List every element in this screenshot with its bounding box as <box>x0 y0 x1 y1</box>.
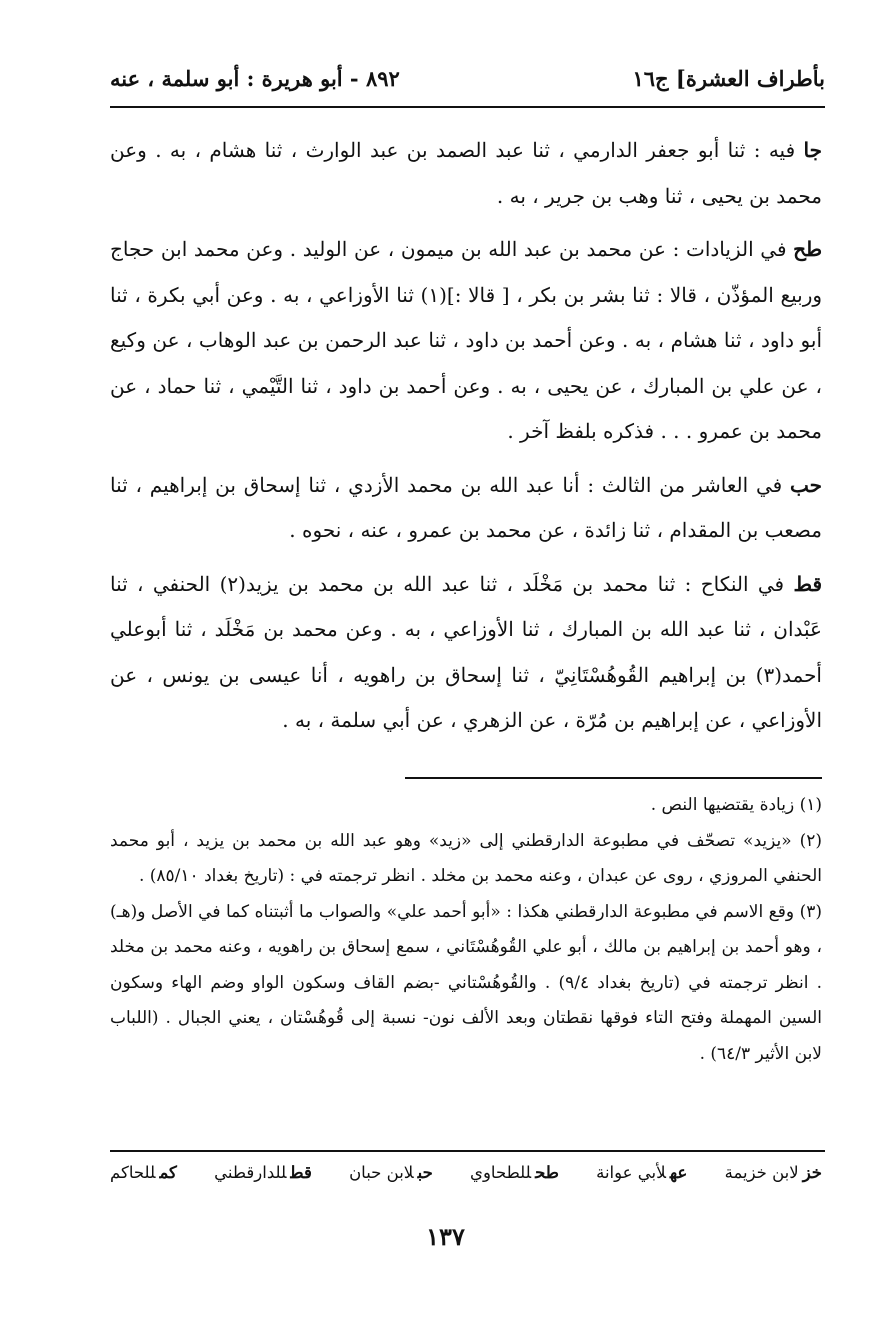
legend-label: لابن خزيمة <box>724 1163 799 1182</box>
legend-divider <box>110 1150 825 1152</box>
source-siglum: جا <box>803 138 822 162</box>
legend-item <box>470 1163 559 1182</box>
paragraph <box>110 227 822 455</box>
legend-label: للطحاوي <box>470 1163 532 1182</box>
legend-code: خز <box>802 1163 822 1182</box>
legend-code: قط <box>290 1163 312 1182</box>
legend-label: لابن حبان <box>349 1163 414 1182</box>
header-book-title: بأطراف العشرة] ج١٦ <box>632 65 825 91</box>
paragraph <box>110 128 822 219</box>
header-section-title: ٨٩٢ - أبو هريرة : أبو سلمة ، عنه <box>110 65 400 91</box>
paragraph <box>110 562 822 744</box>
paragraph <box>110 463 822 554</box>
source-siglum: طح <box>793 237 822 261</box>
footnote: (١) زيادة يقتضيها النص . <box>650 795 822 815</box>
legend-code: كم <box>159 1163 177 1182</box>
main-text <box>110 128 822 752</box>
source-siglum: حب <box>790 472 823 497</box>
paragraph-text: في النكاح : ثنا محمد بن مَخْلَد ، ثنا عبد الله بن محمد بن يزيد(٢) الحنفي ، ثنا عَبْدان ، ثنا عبد الله بن المبارك ، ثنا الأوزاعي ، به . وعن محمد بن مَخْلَد ، ثنا أبوعلي أحمد(٣) بن إبراهيم القُوهُسْتَانِيّ ، ثنا إسحاق بن راهويه ، أنا عيسى بن يونس ، عن الأوزاعي ، عن إبراهيم بن مُرّة ، عن الزهري ، عن أبي سلمة ، به . <box>110 571 822 732</box>
legend-label: للحاكم <box>110 1163 156 1182</box>
running-header <box>110 58 825 98</box>
legend-item <box>725 1163 822 1182</box>
source-siglum: قط <box>793 571 822 596</box>
paragraph-text: في العاشر من الثالث : أنا عبد الله بن محمد الأزدي ، ثنا إسحاق بن إبراهيم ، ثنا مصعب بن المقدام ، ثنا زائدة ، عن محمد بن عمرو ، عنه ، نحوه . <box>110 472 822 542</box>
legend-code: عه <box>669 1163 688 1182</box>
legend-code: طح <box>535 1163 559 1182</box>
footnotes <box>110 788 822 1072</box>
legend-item <box>110 1163 177 1182</box>
legend-label: للدارقطني <box>214 1163 287 1182</box>
legend-label: لأبي عوانة <box>596 1163 666 1182</box>
legend-item <box>349 1163 433 1182</box>
paragraph-text: فيه : ثنا أبو جعفر الدارمي ، ثنا عبد الصمد بن عبد الوارث ، ثنا هشام ، به . وعن محمد بن يحيى ، ثنا وهب بن جرير ، به . <box>110 138 822 208</box>
legend-item <box>596 1163 687 1182</box>
footnote-divider <box>405 777 822 779</box>
footnote: (٢) «يزيد» تصحّف في مطبوعة الدارقطني إلى «زيد» وهو عبد الله بن محمد بن يزيد ، أبو محمد الحنفي المروزي ، روى عن عبدان ، وعنه محمد بن مخلد . انظر ترجمته في : (تاريخ بغداد ٨٥/١٠) . <box>110 830 822 886</box>
legend-item <box>214 1163 312 1182</box>
legend-code: حب <box>417 1163 433 1182</box>
footnote: (٣) وقع الاسم في مطبوعة الدارقطني هكذا : «أبو أحمد علي» والصواب ما أثبتناه كما في الأصل و(هـ) ، وهو أحمد بن إبراهيم بن مالك ، أبو علي القُوهُسْتَاني ، سمع إسحاق بن راهويه ، وعنه محمد بن مخلد . انظر ترجمته في (تاريخ بغداد ٩/٤) . والقُوهُسْتاني -بضم القاف وسكون الواو وضم الهاء وسكون السين المهملة وفتح التاء فوقها نقطتان وبعد الألف نون- نسبة إلى قُوهُسْتان ، يعني الجبال . (اللباب لابن الأثير ٦٤/٣) . <box>110 901 823 1064</box>
page-number: ١٣٧ <box>426 1222 465 1251</box>
header-divider <box>110 106 825 108</box>
abbreviation-legend <box>110 1163 822 1182</box>
paragraph-text: في الزيادات : عن محمد بن عبد الله بن ميمون ، عن الوليد . وعن محمد ابن حجاج وربيع المؤذّن ، قالا : ثنا بشر بن بكر ، [ قالا :](١) ثنا الأوزاعي ، به . وعن أبي بكرة ، ثنا أبو داود ، ثنا هشام ، به . وعن أحمد بن داود ، ثنا عبد الرحمن بن عبد الوهاب ، عن وكيع ، عن علي بن المبارك ، عن يحيى ، به . وعن أحمد بن داود ، ثنا التَّيْمي ، ثنا حماد ، عن محمد بن عمرو . . . فذكره بلفظ آخر . <box>110 237 823 443</box>
